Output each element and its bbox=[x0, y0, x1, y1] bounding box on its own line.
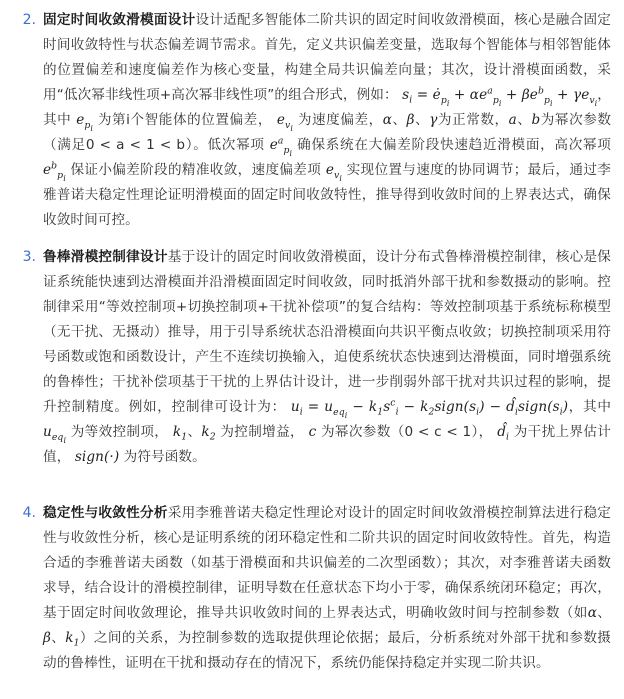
control-law-formula: $u_i = u_{eq_i} - k_1s^c_i$ − $k_2sign(s_i)$ − $d̂_isign(s_i)$ bbox=[290, 397, 569, 420]
item-title: 稳定性与收敛性分析 bbox=[43, 505, 168, 521]
item-title: 固定时间收敛滑模面设计 bbox=[43, 12, 196, 28]
item-paragraph: 固定时间收敛滑模面设计设计适配多智能体二阶共识的固定时间收敛滑模面，核心是融合固定时间收敛特性与状态偏差调节需求。首先，定义共识偏差变量，选取每个智能体与相邻智能体的位置偏差和速度偏差作为核心变量，构建全局共识偏差向量；其次，设计滑模面函数，采用“低次幂非线性项+高次幂非线性项”的组合形式，例如： $s_i$ = $ė_{p_i} + \alpha e^a_{p_i} + \beta e^b_{p_i} + \gamma e_{v_i}$，其中 $e_{p_i}$ 为第i个智能体的位置偏差， $e_{v_i}$ 为速度偏差，α、β、γ为正常数，a、b为幂次参数（满足0 < a < 1 < b）。低次幂项 $e^a_{p_i}$ 确保系统在大偏差阶段快速趋近滑模面，高次幂项 $e^b_{p_i}$ 保证小偏差阶段的精准收敛，速度偏差项 $e_{v_i}$ 实现位置与速度的协同调节；最后，通过李雅普诺夫稳定性理论证明滑模面的固定时间收敛特性，推导得到收敛时间的上界表达式，确保收敛时间可控。 bbox=[43, 12, 612, 228]
item-number: 4. bbox=[22, 505, 36, 521]
item-number: 3. bbox=[22, 249, 36, 265]
item-paragraph: 稳定性与收敛性分析采用李雅普诺夫稳定性理论对设计的固定时间收敛滑模控制算法进行稳定性与收敛性分析，核心是证明系统的闭环稳定性和二阶共识的固定时间收敛特性。首先，构造合适的李雅普诺夫函数（如基于滑模面和共识偏差的二次型函数）；其次，对李雅普诺夫函数求导，结合设计的滑模控制律，证明导数在任意状态下均小于零，确保系统闭环稳定；再次，基于固定时间收敛理论，推导共识收敛时间的上界表达式，明确收敛时间与控制参数（如α、β、$k_1$）之间的关系，为控制参数的选取提供理论依据；最后，分析系统对外部干扰和参数摄动的鲁棒性，证明在干扰和摄动存在的情况下，系统仍能保持稳定并实现二阶共识。 bbox=[43, 505, 611, 671]
item-paragraph: 鲁棒滑模控制律设计基于设计的固定时间收敛滑模面，设计分布式鲁棒滑模控制律，核心是保证系统能快速到达滑模面并沿滑模面固定时间收敛，同时抵消外部干扰和参数摄动的影响。控制律采用“等效控制项+切换控制项+干扰补偿项”的复合结构：等效控制项基于系统标称模型（无干扰、无摄动）推导，用于引导系统状态沿滑模面向共识平衡点收敛；切换控制项采用符号函数或饱和函数设计，产生不连续切换输入，迫使系统状态快速到达滑模面，同时增强系统的鲁棒性；干扰补偿项基于干扰的上界估计设计，进一步削弱外部干扰对共识过程的影响，提升控制精度。例如，控制律可设计为： $u_i = u_{eq_i} - k_1s^c_i$ − $k_2sign(s_i)$ − $d̂_isign(s_i)$，其中 $u_{eq_i}$ 为等效控制项， $k_1$、$k_2$ 为控制增益， c 为幂次参数（0 < c < 1）， $d̂_i$ 为干扰上界估计值， sign(·) 为符号函数。 bbox=[43, 249, 612, 465]
sliding-surface-formula: $s_i$ = $ė_{p_i} + \alpha e^a_{p_i} + \beta e^b_{p_i} + \gamma e_{v_i}$ bbox=[402, 85, 598, 108]
item-number: 2. bbox=[22, 12, 36, 28]
item-title: 鲁棒滑模控制律设计 bbox=[43, 249, 168, 265]
